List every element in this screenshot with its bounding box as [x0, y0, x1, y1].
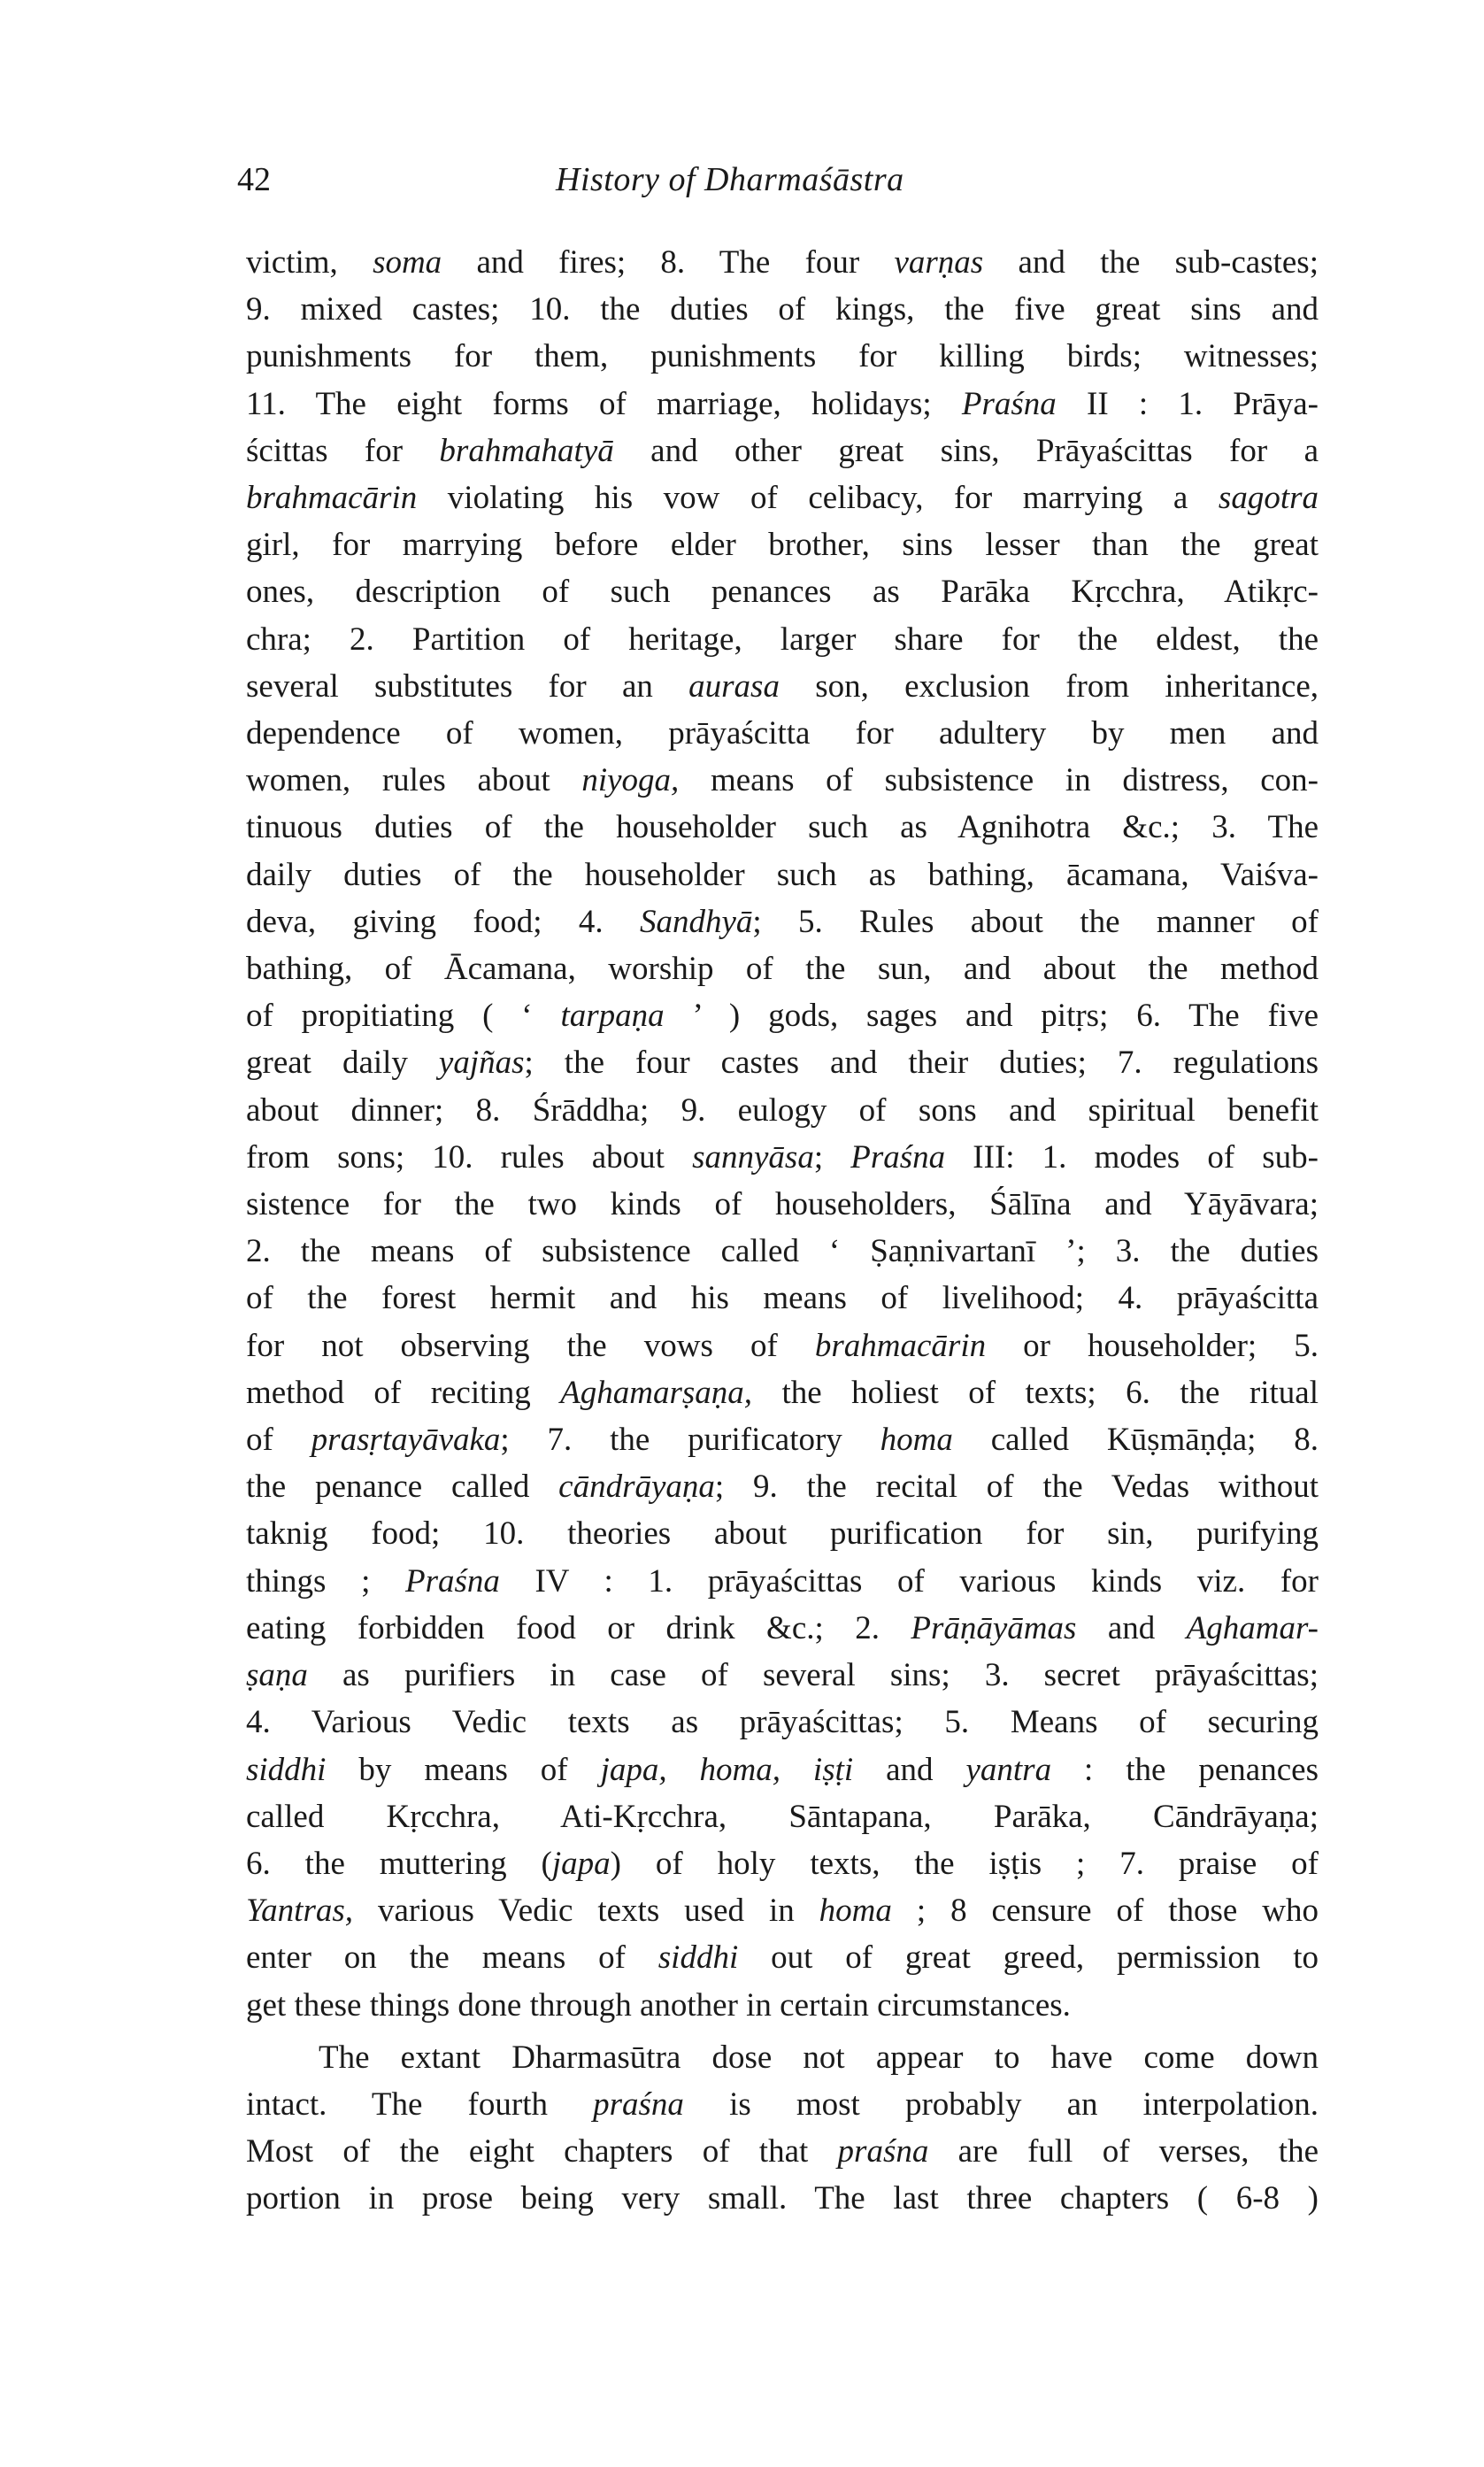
text-line — [246, 381, 1319, 428]
italic-term: brahmacārin — [246, 480, 418, 517]
text-run: by means of — [326, 1751, 601, 1788]
text-line — [246, 757, 1319, 804]
text-run: several substitutes for an — [246, 667, 689, 705]
text-run: get these things done through another in certain circumstances. — [246, 1986, 1071, 2024]
page-number: 42 — [237, 161, 271, 198]
text-line — [246, 804, 1319, 851]
text-run: deva, giving food; 4. — [246, 903, 640, 940]
text-line — [246, 239, 1319, 286]
text-run: violating his vow of celibacy, for marrying a — [417, 480, 1219, 517]
text-run: : the penances — [1051, 1751, 1319, 1788]
text-run: ; 5. Rules about the manner of — [752, 903, 1319, 940]
italic-term: Praśna — [850, 1138, 946, 1176]
text-run: about dinner; 8. Śrāddha; 9. eulogy of sons and spiritual benefit — [246, 1091, 1319, 1129]
text-run: III: 1. modes of sub- — [945, 1138, 1319, 1176]
text-run: and fires; 8. The four — [442, 244, 895, 281]
text-run: the holiest of texts; 6. the ritual — [752, 1374, 1319, 1411]
text-run: as purifiers in case of several sins; 3. secret prāyaścittas; — [307, 1657, 1319, 1694]
text-line — [246, 1510, 1319, 1557]
text-line — [246, 1228, 1319, 1275]
italic-term: siddhi — [246, 1751, 327, 1788]
text-line — [246, 1840, 1319, 1887]
italic-term: yajñas — [438, 1045, 525, 1082]
text-run: 2. the means of subsistence called ‘ Ṣaṇnivartanī ’; 3. the duties — [246, 1233, 1319, 1270]
text-run: ; — [813, 1138, 851, 1176]
text-line — [246, 1887, 1319, 1934]
text-line — [246, 474, 1319, 521]
text-run: II : 1. Prāya- — [1056, 385, 1319, 422]
text-line — [246, 1746, 1319, 1793]
text-run: ; 8 censure of those who — [891, 1893, 1319, 1930]
text-run: daily duties of the householder such as bathing, ācamana, Vaiśva- — [246, 856, 1319, 893]
text-run: for not observing the vows of — [246, 1327, 815, 1364]
text-line — [246, 710, 1319, 757]
paragraph — [246, 239, 1319, 2029]
text-run: called Kūṣmāṇḍa; 8. — [952, 1422, 1319, 1459]
italic-term: praśna — [593, 2085, 684, 2123]
italic-term: niyoga, — [581, 762, 680, 799]
text-line — [246, 1416, 1319, 1463]
text-line — [246, 945, 1319, 992]
text-run: bathing, of Ācamana, worship of the sun, and about the method — [246, 951, 1319, 988]
text-run: dependence of women, prāyaścitta for adultery by men and — [246, 715, 1319, 752]
text-run: ; 7. the purificatory — [500, 1422, 880, 1459]
italic-term: cāndrāyaṇa — [558, 1469, 715, 1506]
italic-term: ṣaṇa — [246, 1657, 308, 1694]
text-run: the penance called — [246, 1469, 559, 1506]
italic-term: sagotra — [1218, 480, 1319, 517]
text-line — [246, 1558, 1319, 1605]
text-run: out of great greed, permission to — [738, 1939, 1319, 1977]
text-run: eating forbidden food or drink &c.; 2. — [246, 1609, 911, 1646]
text-line — [246, 2034, 1319, 2081]
italic-term: brahmacārin — [814, 1327, 987, 1364]
text-run: 9. mixed castes; 10. the duties of kings, the five great sins and — [246, 291, 1319, 328]
text-line — [246, 333, 1319, 380]
text-run: of propitiating ( ‘ — [246, 998, 561, 1035]
text-line — [246, 1982, 1319, 2029]
text-run: ; the four castes and their duties; 7. regulations — [524, 1045, 1319, 1082]
text-line — [246, 521, 1319, 568]
text-run: victim, — [246, 244, 373, 281]
text-line — [246, 663, 1319, 710]
text-run: chra; 2. Partition of heritage, larger share for the eldest, the — [246, 621, 1319, 658]
text-line — [246, 1181, 1319, 1228]
text-line — [246, 1369, 1319, 1416]
text-run: ; 9. the recital of the Vedas without — [714, 1469, 1319, 1506]
text-run: 6. the muttering ( — [246, 1845, 552, 1882]
italic-term: soma — [373, 244, 442, 281]
text-line — [246, 898, 1319, 945]
text-line — [246, 992, 1319, 1039]
italic-term: Yantras, — [246, 1893, 354, 1930]
text-run: great daily — [246, 1045, 439, 1082]
text-run: ) of holy texts, the iṣṭis ; 7. praise of — [610, 1845, 1319, 1882]
text-line — [246, 616, 1319, 663]
text-run: son, exclusion from inheritance, — [779, 667, 1319, 705]
text-run: and other great sins, Prāyaścittas for a — [613, 432, 1319, 469]
italic-term: japa, homa, iṣṭi — [600, 1751, 854, 1788]
text-line — [246, 1699, 1319, 1746]
text-line — [246, 286, 1319, 333]
text-run: IV : 1. prāyaścittas of various kinds viz. for — [499, 1562, 1319, 1600]
text-line — [246, 1322, 1319, 1369]
text-run: portion in prose being very small. The last three chapters ( 6-8 ) — [246, 2180, 1319, 2217]
text-run: or householder; 5. — [986, 1327, 1319, 1364]
text-run: ’ ) gods, sages and pitṛs; 6. The five — [664, 998, 1319, 1035]
italic-term: aurasa — [688, 667, 780, 705]
text-run: taknig food; 10. theories about purification for sin, purifying — [246, 1515, 1319, 1553]
italic-term: varṇas — [894, 244, 984, 281]
text-line — [246, 1039, 1319, 1086]
running-title: History of Dharmaśāstra — [556, 161, 904, 198]
text-run: The extant Dharmasūtra dose not appear to have come down — [319, 2039, 1319, 2076]
text-line — [246, 1652, 1319, 1699]
text-run: of — [246, 1422, 311, 1459]
text-line — [246, 428, 1319, 474]
italic-term: Praśna — [961, 385, 1057, 422]
italic-term: tarpaṇa — [560, 998, 665, 1035]
italic-term: homa — [880, 1422, 953, 1459]
italic-term: prasṛtayāvaka — [311, 1422, 501, 1459]
paragraph — [246, 2034, 1319, 2223]
italic-term: brahmahatyā — [439, 432, 614, 469]
body-text — [246, 239, 1319, 2223]
text-line — [246, 2175, 1319, 2222]
text-run: Most of the eight chapters of that — [246, 2133, 838, 2170]
text-run: girl, for marrying before elder brother, sins lesser than the great — [246, 527, 1319, 564]
text-run: and — [853, 1751, 966, 1788]
italic-term: Aghamarṣaṇa, — [560, 1374, 753, 1411]
text-line — [246, 568, 1319, 615]
text-line — [246, 1934, 1319, 1981]
italic-term: Praśna — [404, 1562, 500, 1600]
italic-term: yantra — [965, 1751, 1052, 1788]
text-run: intact. The fourth — [246, 2085, 594, 2123]
text-line — [246, 852, 1319, 898]
text-run: various Vedic texts used in — [353, 1893, 819, 1930]
italic-term: siddhi — [657, 1939, 739, 1977]
page-header — [237, 158, 1317, 211]
italic-term: japa — [551, 1845, 611, 1882]
text-line — [246, 1463, 1319, 1510]
text-run: ones, description of such penances as Parāka Kṛcchra, Atikṛc- — [246, 574, 1319, 611]
text-run: tinuous duties of the householder such as Agnihotra &c.; 3. The — [246, 809, 1319, 846]
text-line — [246, 1275, 1319, 1322]
text-run: and — [1076, 1609, 1187, 1646]
italic-term: homa — [819, 1893, 892, 1930]
text-run: means of subsistence in distress, con- — [679, 762, 1319, 799]
text-run: sistence for the two kinds of householders, Śālīna and Yāyāvara; — [246, 1186, 1319, 1223]
text-line — [246, 1134, 1319, 1181]
text-run: of the forest hermit and his means of livelihood; 4. prāyaścitta — [246, 1280, 1319, 1317]
italic-term: praśna — [837, 2133, 929, 2170]
text-line — [246, 1793, 1319, 1840]
text-run: method of reciting — [246, 1374, 561, 1411]
text-run: things ; — [246, 1562, 405, 1600]
italic-term: Prāṇāyāmas — [911, 1609, 1077, 1646]
text-run: from sons; 10. rules about — [246, 1138, 693, 1176]
text-run: 11. The eight forms of marriage, holidays; — [246, 385, 962, 422]
text-run: punishments for them, punishments for killing birds; witnesses; — [246, 338, 1319, 375]
italic-term: sannyāsa — [692, 1138, 814, 1176]
text-run: women, rules about — [246, 762, 582, 799]
text-run: called Kṛcchra, Ati-Kṛcchra, Sāntapana, Parāka, Cāndrāyaṇa; — [246, 1798, 1319, 1835]
text-line — [246, 1087, 1319, 1134]
text-run: is most probably an interpolation. — [683, 2085, 1319, 2123]
text-line — [246, 2081, 1319, 2128]
text-run: ścittas for — [246, 432, 440, 469]
text-run: enter on the means of — [246, 1939, 658, 1977]
text-run: 4. Various Vedic texts as prāyaścittas; 5. Means of securing — [246, 1704, 1319, 1741]
text-run: and the sub-castes; — [983, 244, 1319, 281]
text-run: are full of verses, the — [928, 2133, 1319, 2170]
text-line — [246, 1605, 1319, 1652]
italic-term: Aghamar- — [1186, 1609, 1319, 1646]
italic-term: Sandhyā — [639, 903, 753, 940]
text-line — [246, 2128, 1319, 2175]
